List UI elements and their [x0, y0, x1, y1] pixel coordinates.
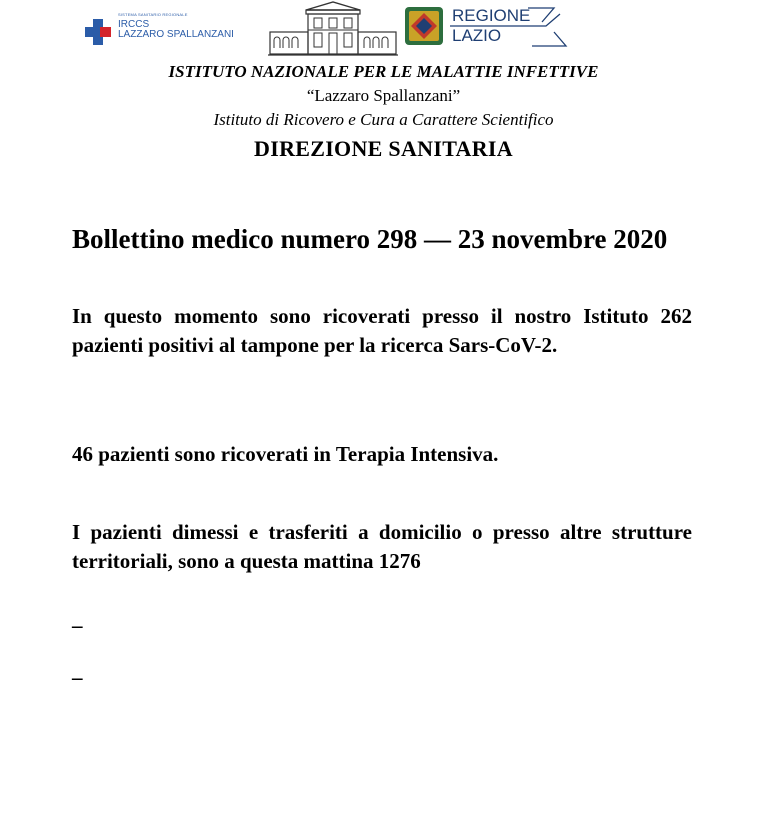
institute-subtitle: “Lazzaro Spallanzani”	[306, 86, 461, 105]
institute-name: ISTITUTO NAZIONALE PER LE MALATTIE INFETTIVE	[168, 62, 599, 81]
regione-lazio-logo	[404, 6, 569, 48]
institute-description: Istituto di Ricovero e Cura a Carattere Scientifico	[213, 110, 554, 129]
regione-lazio-emblem-icon	[404, 6, 444, 46]
irccs-spallanzani-logo	[84, 8, 264, 44]
regione-logo-line2: LAZIO	[452, 26, 502, 45]
irccs-small-caption: SISTEMA SANITARIO REGIONALE	[118, 12, 188, 17]
bulletin-paragraph-discharged: I pazienti dimessi e trasferiti a domicilio o presso altre strutture territoriali, sono a questa mattina 1276	[72, 520, 692, 573]
bulletin-title: Bollettino medico numero 298 — 23 novembre 2020	[72, 224, 668, 254]
separator-line: _	[72, 606, 83, 630]
bulletin-paragraph-intensive-care: 46 pazienti sono ricoverati in Terapia Intensiva.	[72, 442, 499, 466]
institute-building-icon	[268, 0, 398, 56]
separator-line: _	[72, 658, 83, 682]
irccs-logo-line2: LAZZARO SPALLANZANI	[118, 29, 234, 40]
department-heading: DIREZIONE SANITARIA	[254, 136, 513, 161]
irccs-logo-line1: IRCCS	[118, 19, 150, 30]
medical-cross-icon	[84, 18, 112, 46]
bulletin-paragraph-hospitalized: In questo momento sono ricoverati presso il nostro Istituto 262 pazienti positivi al tampone per la ricerca Sars-CoV-2.	[72, 304, 692, 357]
regione-logo-line1: REGIONE	[452, 6, 531, 25]
